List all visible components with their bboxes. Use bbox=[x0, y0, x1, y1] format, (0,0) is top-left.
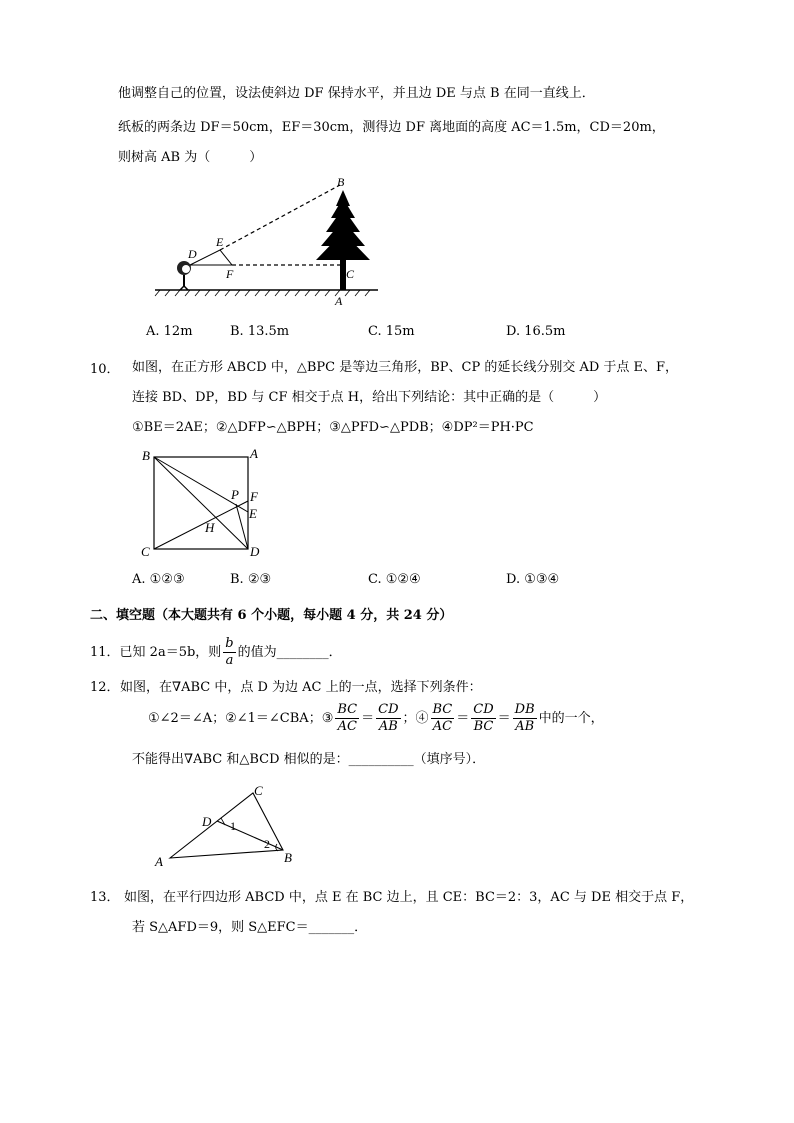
q11-post: 的值为________． bbox=[237, 645, 342, 660]
q10-text-line1: 如图，在正方形 ABCD 中，△BPC 是等边三角形，BP、CP 的延长线分别交 AD 于点 E、F， bbox=[132, 360, 679, 375]
q10-label-E: E bbox=[249, 506, 257, 521]
q12-label-A: A bbox=[155, 854, 163, 869]
q12-label-D: D bbox=[202, 814, 212, 829]
q10-number: 10． bbox=[90, 362, 120, 377]
q10-square-figure bbox=[138, 444, 274, 562]
q13-text-line2: 若 S△AFD＝9，则 S△EFC＝_______． bbox=[132, 920, 368, 935]
q10-label-A: A bbox=[250, 446, 258, 461]
q10-label-B: B bbox=[142, 448, 150, 463]
q10-label-H: H bbox=[205, 520, 215, 535]
q10-label-P: P bbox=[231, 487, 239, 502]
q9-label-D: D bbox=[188, 247, 197, 261]
section-2-heading: 二、填空题（本大题共有 6 个小题，每小题 4 分，共 24 分） bbox=[90, 608, 453, 623]
q9-text-line3: 则树高 AB 为（ ） bbox=[118, 150, 263, 165]
q9-option-a: A. 12m bbox=[146, 324, 193, 339]
q13-text-line1: 如图，在平行四边形 ABCD 中，点 E 在 BC 边上，且 CE：BC＝2：3，AC 与 DE 相交于点 F， bbox=[124, 890, 694, 905]
q12-label-C: C bbox=[254, 783, 263, 798]
q10-option-c: C. ①②④ bbox=[368, 572, 421, 587]
q10-text-line2: 连接 BD、DP，BD 与 CF 相交于点 H，给出下列结论：其中正确的是（ ） bbox=[132, 390, 607, 405]
q10-option-d: D. ①③④ bbox=[506, 572, 560, 587]
q12-angle-2: 2 bbox=[264, 837, 270, 851]
q9-text-line1: 他调整自己的位置，设法使斜边 DF 保持水平，并且边 DE 与点 B 在同一直线上． bbox=[118, 86, 595, 101]
q12-number: 12． bbox=[90, 680, 120, 695]
q13-number: 13． bbox=[90, 890, 120, 905]
q12-text-line3: 不能得出∇ABC 和△BCD 相似的是：__________（填序号）． bbox=[132, 752, 486, 767]
q9-label-E: E bbox=[216, 235, 224, 249]
q10-label-D: D bbox=[250, 544, 260, 559]
q10-label-F: F bbox=[250, 489, 258, 504]
q10-conclusions: ①BE＝2AE；②△DFP∽△BPH；③△PFD∽△PDB；④DP²＝PH·PC bbox=[132, 420, 534, 435]
q11-fraction: $\frac{b}{a}$ bbox=[225, 636, 234, 668]
q9-label-B: B bbox=[337, 175, 345, 189]
q9-tree-figure bbox=[150, 172, 390, 312]
q11-pre: 已知 2a＝5b，则 bbox=[119, 645, 222, 660]
q11 bbox=[90, 636, 342, 669]
q9-option-d: D. 16.5m bbox=[506, 324, 566, 339]
q10-label-C: C bbox=[141, 544, 150, 559]
q9-text-line2: 纸板的两条边 DF＝50cm，EF＝30cm，测得边 DF 离地面的高度 AC＝1.5m，CD＝20m， bbox=[118, 120, 665, 135]
q9-label-C: C bbox=[346, 267, 355, 281]
q9-label-A: A bbox=[335, 294, 343, 308]
q11-number: 11． bbox=[90, 645, 120, 660]
q12-label-B: B bbox=[284, 850, 292, 865]
q12-triangle-figure bbox=[150, 780, 310, 870]
q10-option-b: B. ②③ bbox=[230, 572, 272, 587]
q12-angle-1: 1 bbox=[230, 819, 236, 833]
q9-label-F: F bbox=[226, 267, 234, 281]
q9-option-b: B. 13.5m bbox=[230, 324, 290, 339]
q12-conditions: ①∠2＝∠A；②∠1＝∠CBA；③ $\frac{BC}{AC}$ ＝ $\frac{CD}{AB}$ ；④ $\frac{BC}{AC}$ ＝ $\frac{CD}{BC}$ ＝ $\frac{DB}{AB}$ 中的一个， bbox=[148, 702, 604, 734]
q10-option-a: A. ①②③ bbox=[132, 572, 185, 587]
q9-option-c: C. 15m bbox=[368, 324, 415, 339]
q12-text-line1: 如图，在∇ABC 中，点 D 为边 AC 上的一点，选择下列条件： bbox=[120, 680, 482, 695]
